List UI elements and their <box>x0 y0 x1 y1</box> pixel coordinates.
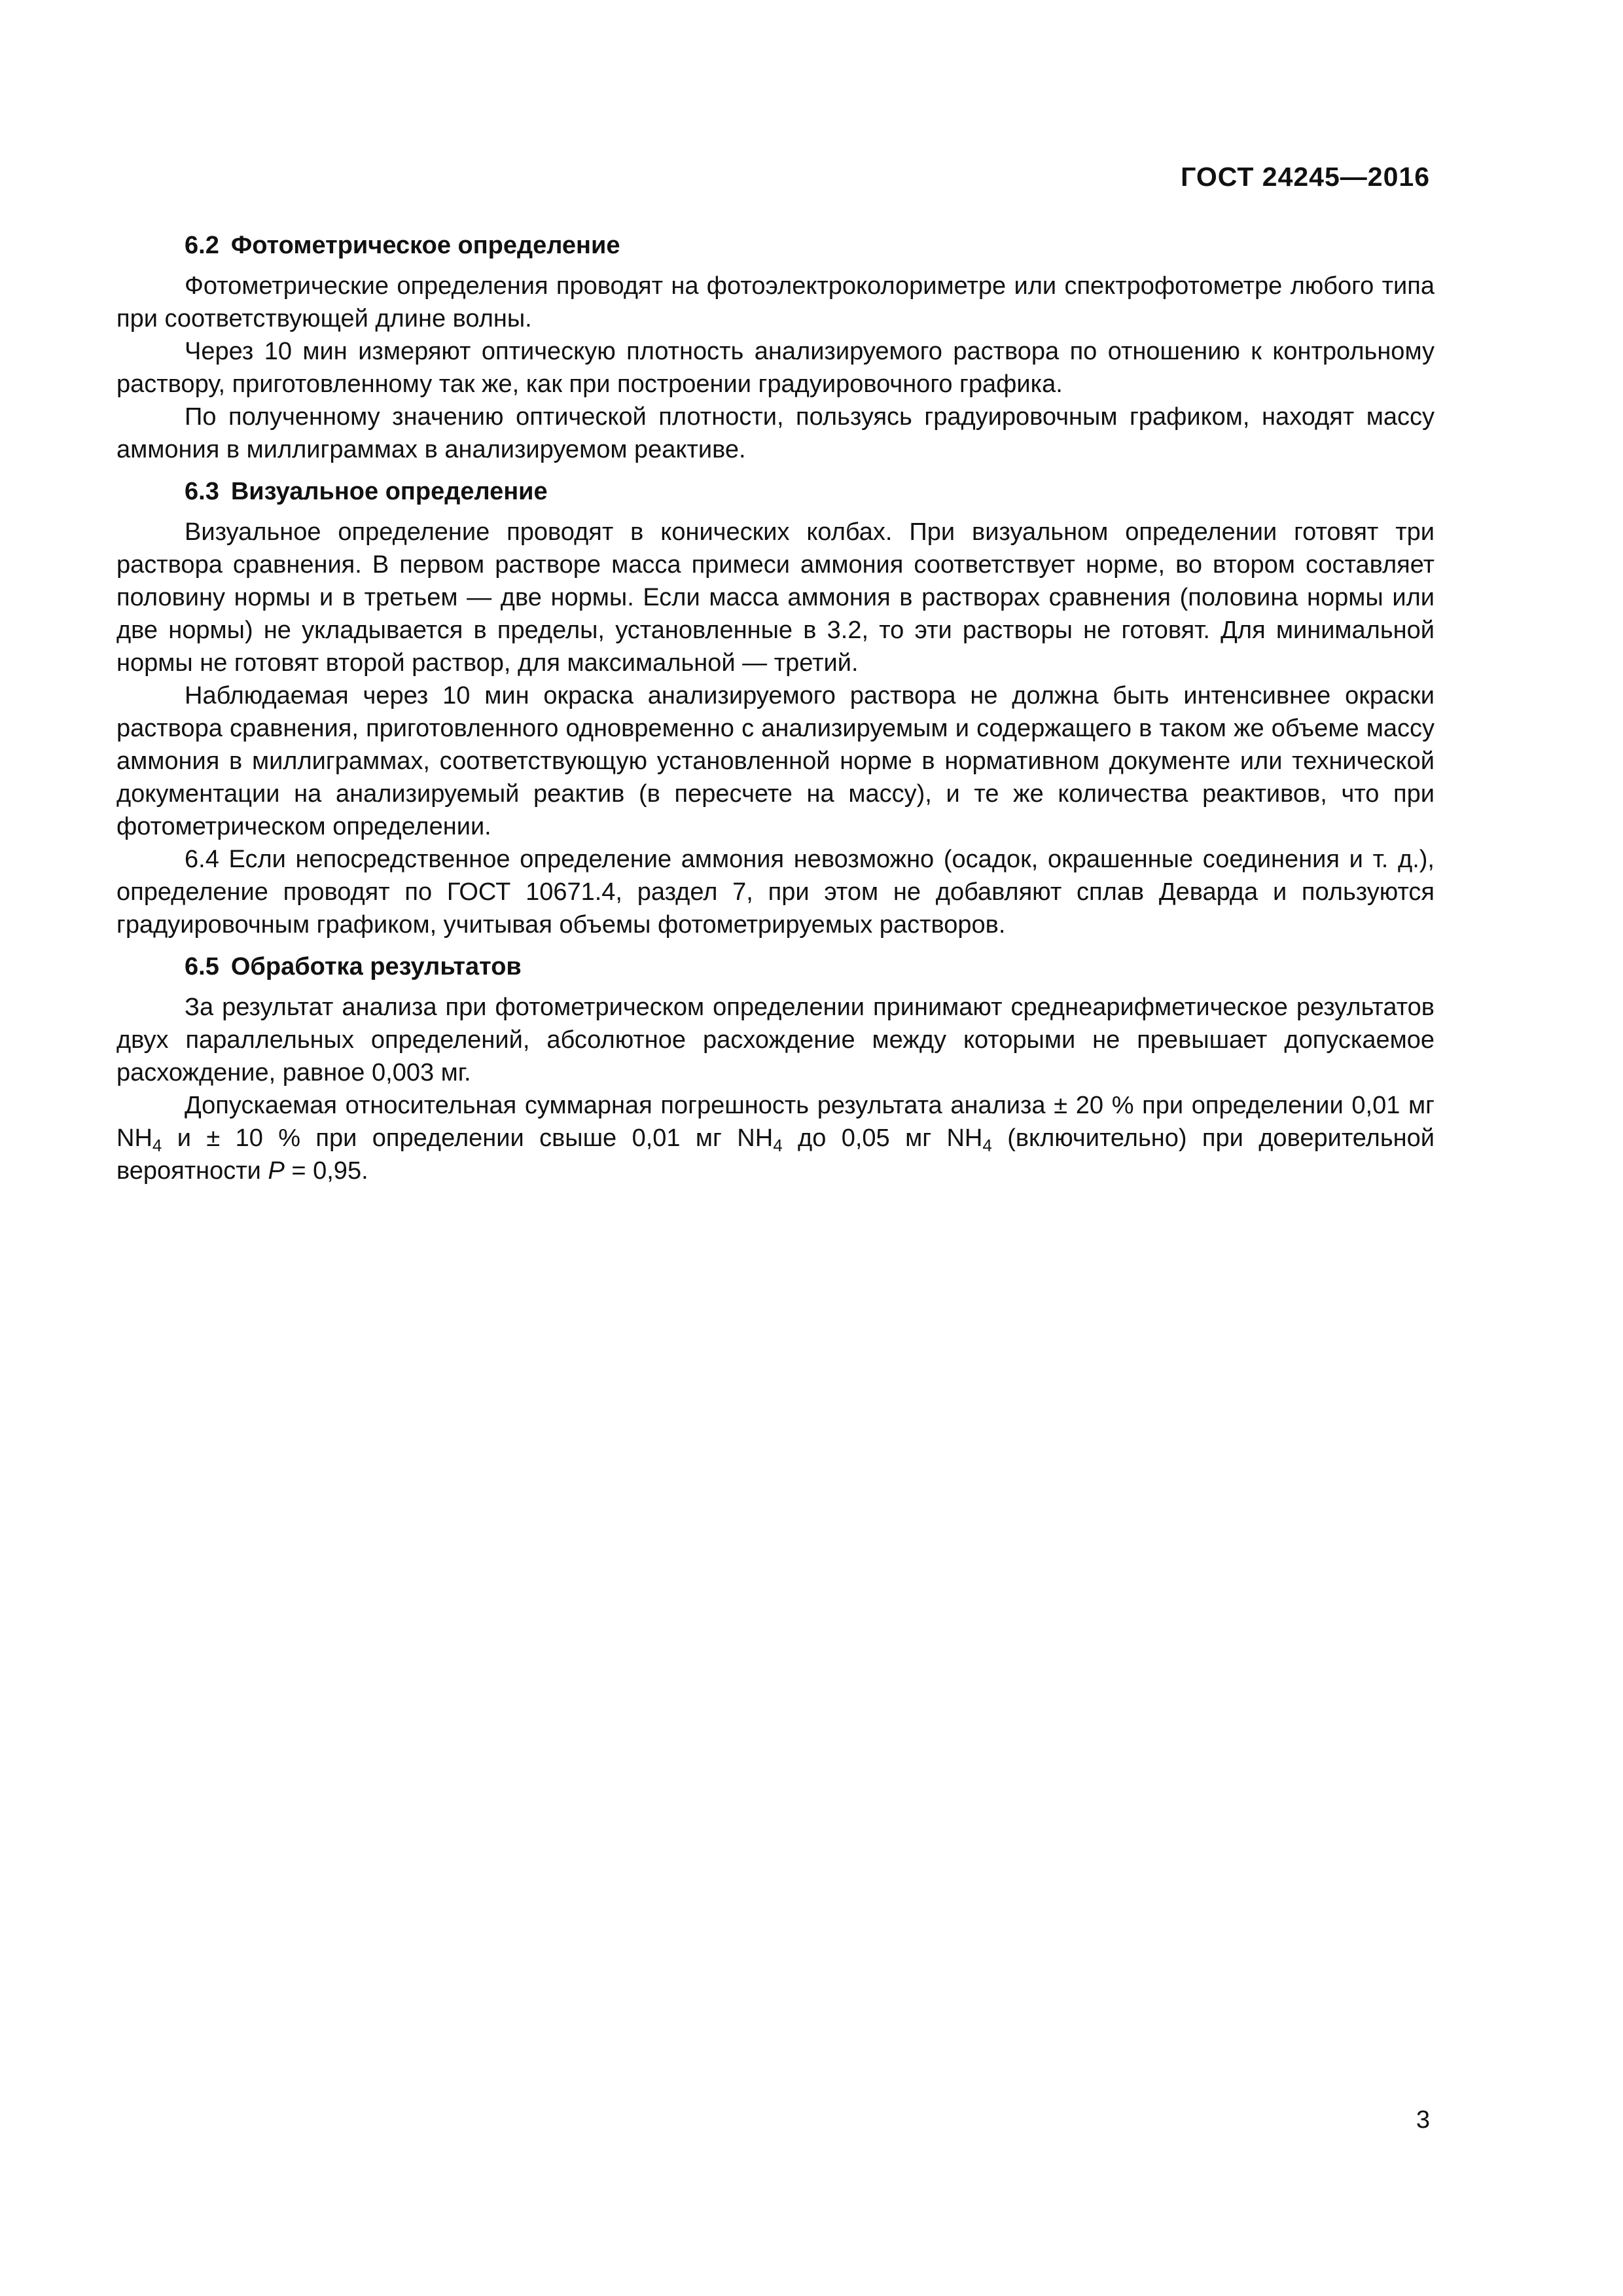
paragraph: Фотометрические определения проводят на фотоэлектроколориметре или спектрофотометре любого типа при соответствующей длине волны. <box>116 272 1435 332</box>
text-run: = 0,95. <box>284 1157 368 1185</box>
paragraph: Наблюдаемая через 10 мин окраска анализируемого раствора не должна быть интенсивнее окраски раствора сравнения, приготовленного одновременно с анализируемым и содержащего в таком же объеме массу аммония в миллиграммах, соответствующую установленной норме в нормативном документе или технической документации на анализируемый реактив (в пересчете на массу), и те же количества реактивов, что при фотометрическом определении. <box>116 682 1435 840</box>
section-number: 6.5 <box>185 953 219 980</box>
paragraph-error-limits <box>116 1089 1435 1187</box>
text-run: и ± 10 % при определении свыше 0,01 мг NH <box>162 1124 774 1152</box>
paragraph: По полученному значению оптической плотности, пользуясь градуировочным графиком, находят массу аммония в миллиграммах в анализируемом реактиве. <box>116 403 1435 463</box>
paragraph-6-4: 6.4 Если непосредственное определение аммония невозможно (осадок, окрашенные соединения и т. д.), определение проводят по ГОСТ 10671.4, раздел 7, при этом не добавляют сплав Деварда и пользуются градуировочным графиком, учитывая объемы фотометрируемых растворов. <box>116 846 1435 939</box>
text-run: Допускаемая относительная суммарная погрешность результата анализа ± 20 % при определении 0,01 мг NH <box>116 1092 1435 1152</box>
section-heading-6-2 <box>116 229 1435 262</box>
paragraph: Через 10 мин измеряют оптическую плотность анализируемого раствора по отношению к контрольному раствору, приготовленному так же, как при построении градуировочного графика. <box>116 338 1435 398</box>
document-body <box>116 229 1435 1187</box>
section-title: Фотометрическое определение <box>230 232 620 259</box>
section-number: 6.3 <box>185 478 219 505</box>
page-number: 3 <box>1416 2106 1430 2134</box>
subscript: 4 <box>152 1136 162 1155</box>
section-title: Обработка результатов <box>230 953 522 980</box>
document-code: ГОСТ 24245—2016 <box>1181 162 1430 192</box>
section-heading-6-5 <box>116 950 1435 983</box>
text-run: до 0,05 мг NH <box>782 1124 983 1152</box>
subscript: 4 <box>982 1136 992 1155</box>
paragraph: Визуальное определение проводят в конических колбах. При визуальном определении готовят три раствора сравнения. В первом растворе масса примеси аммония соответствует норме, во втором составляет половину нормы и в третьем — две нормы. Если масса аммония в растворах сравнения (половина нормы или две нормы) не укладывается в пределы, установленные в 3.2, то эти растворы не готовят. Для минимальной нормы не готовят второй раствор, для максимальной — третий. <box>116 518 1435 677</box>
subscript: 4 <box>773 1136 783 1155</box>
section-heading-6-3 <box>116 475 1435 508</box>
variable-p: P <box>268 1157 285 1185</box>
paragraph: За результат анализа при фотометрическом определении принимают среднеарифметическое результатов двух параллельных определений, абсолютное расхождение между которыми не превышает допускаемое расхождение, равное 0,003 мг. <box>116 994 1435 1086</box>
section-title: Визуальное определение <box>230 478 548 505</box>
section-number: 6.2 <box>185 232 219 259</box>
text-run: (включительно) при доверительной вероятности <box>116 1124 1435 1185</box>
